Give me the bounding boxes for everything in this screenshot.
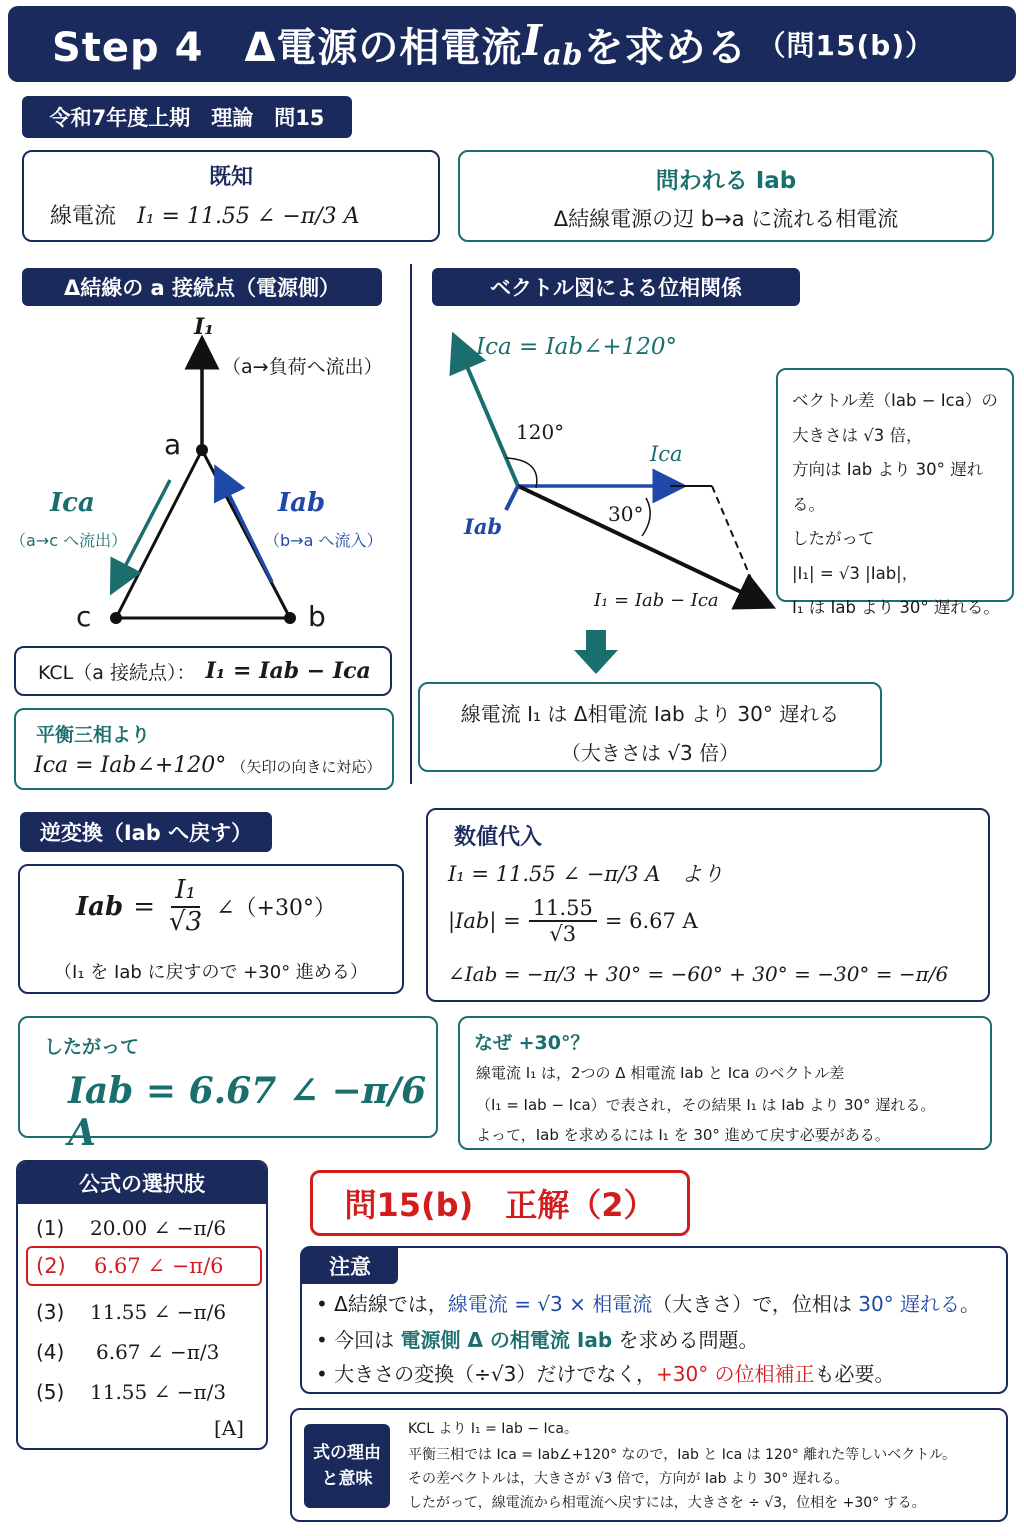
choice-4-val: 6.67 ∠ −π/3 <box>96 1340 220 1364</box>
kcl-label: KCL（a 接続点）： <box>38 661 196 684</box>
reason-l1: KCL より I₁ = Iab − Ica。 <box>408 1421 578 1437</box>
vresult-l2: （大きさは √3 倍） <box>560 741 740 765</box>
choice-1-no: (1) <box>36 1216 65 1240</box>
choice-2[interactable] <box>26 1246 262 1286</box>
caution-b1-highlight: 線電流 = √3 × 相電流 <box>447 1292 653 1316</box>
down-arrow-icon <box>574 630 618 674</box>
balanced-note: （矢印の向きに対応） <box>231 758 382 776</box>
numeric-heading: 数値代入 <box>454 825 543 850</box>
vnote-l4: したがって <box>792 529 875 548</box>
section-vector-heading: ベクトル図による位相関係 <box>432 268 800 306</box>
inverse-lhs: Iab <box>76 891 124 922</box>
vec-Iab: Iab <box>464 514 503 539</box>
Iab-stub <box>506 486 518 510</box>
vec-angle30: 30° <box>608 502 644 526</box>
answer-box: 問15(b) 正解（2） <box>310 1170 690 1236</box>
section-node-heading: Δ結線の a 接続点（電源側） <box>22 268 382 306</box>
caution-b2-highlight: 電源側 Δ の相電流 Iab <box>400 1328 613 1352</box>
asked-desc: Δ結線電源の辺 b→a に流れる相電流 <box>553 207 899 231</box>
node-b-label: b <box>308 600 326 633</box>
title-main: Step 4 Δ電源の相電流 <box>52 24 523 71</box>
vnote-l3: 方向は Iab より 30° 遅れる。 <box>792 460 984 514</box>
choice-5-val: 11.55 ∠ −π/3 <box>90 1380 227 1404</box>
caution-box <box>300 1246 1008 1394</box>
vresult-l1: 線電流 I₁ は Δ相電流 Iab より 30° 遅れる <box>460 702 840 726</box>
Ica-note: （a→c へ流出） <box>10 531 128 550</box>
vnote-l6: I₁ は Iab より 30° 遅れる。 <box>792 598 1000 617</box>
title-symbol: $I_{ab}$ <box>522 16 584 72</box>
balanced-expr: Ica = Iab∠+120° <box>34 753 227 778</box>
node-b-dot <box>284 612 296 624</box>
vnote-l5: |I₁| = √3 |Iab|， <box>792 563 919 583</box>
balanced-line <box>34 753 392 778</box>
inverse-num: I₁ <box>171 876 200 908</box>
choice-3-no: (3) <box>36 1300 65 1324</box>
caution-bullet-1: • Δ結線では，線電流 = √3 × 相電流（大きさ）で，位相は 30° 遅れる。 <box>316 1292 981 1316</box>
caution-b3-highlight: +30° の位相補正 <box>655 1362 815 1386</box>
Iab-note: （b→a へ流入） <box>264 531 383 550</box>
vnote-l1: ベクトル差（Iab − Ica）の <box>792 391 998 410</box>
vec-Ica-top: Ica = Iab∠+120° <box>476 334 678 360</box>
caution-b1-phase: 30° 遅れる <box>858 1292 961 1316</box>
why-heading: なぜ +30°？ <box>474 1032 590 1054</box>
choice-2-no: (2) <box>36 1254 66 1278</box>
known-expr: I₁ = 11.55 ∠ −π/3 A <box>137 204 360 229</box>
reason-l4: したがって，線電流から相電流へ戻すには，大きさを ÷ √3，位相を +30° する。 <box>408 1495 926 1511</box>
inverse-den: √3 <box>169 906 203 937</box>
reason-tag-l2: と意味 <box>321 1469 373 1489</box>
known-label: 線電流 <box>50 204 117 229</box>
reason-l3: その差ベクトルは，大きさが √3 倍で，方向が Iab より 30° 遅れる。 <box>408 1471 849 1487</box>
vec-Ica-mid: Ica <box>650 442 683 466</box>
choice-3[interactable] <box>36 1300 226 1324</box>
kcl-box <box>14 646 392 696</box>
known-heading: 既知 <box>208 165 253 190</box>
choice-4-no: (4) <box>36 1340 65 1364</box>
balanced-box <box>14 708 394 790</box>
vec-angle120: 120° <box>516 420 565 444</box>
numeric-box <box>426 808 990 1002</box>
vector-result-box <box>418 682 882 772</box>
choices-box <box>16 1160 268 1450</box>
choice-2-val: 6.67 ∠ −π/6 <box>94 1254 224 1278</box>
numeric-l2 <box>448 896 698 946</box>
Ica-label: Ica <box>50 488 95 518</box>
choice-5-no: (5) <box>36 1380 65 1404</box>
triangle-side-ac <box>116 450 202 618</box>
choice-4[interactable] <box>36 1340 219 1364</box>
numeric-l2-frac <box>529 896 597 946</box>
column-divider <box>410 264 412 784</box>
why-l3: よって，Iab を求めるには I₁ を 30° 進めて戻す必要がある。 <box>476 1126 890 1144</box>
vec-I1: I₁ = Iab − Ica <box>594 590 719 611</box>
numeric-l2-lhs: |Iab| = <box>448 909 521 934</box>
why-l2: （I₁ = Iab − Ica）で表され，その結果 I₁ は Iab より 30° 遅れる。 <box>476 1096 936 1114</box>
vnote-l2: 大きさは √3 倍， <box>792 425 923 445</box>
reason-tag-l1: 式の理由 <box>313 1443 381 1463</box>
exam-tag: 令和7年度上期 理論 問15 <box>22 96 352 138</box>
asked-heading: 問われる Iab <box>655 168 797 194</box>
choices-unit: [A] <box>213 1416 244 1440</box>
known-line <box>24 199 438 230</box>
node-c-label: c <box>76 600 92 633</box>
balanced-heading: 平衡三相より <box>36 724 151 746</box>
page-title <box>8 6 1016 82</box>
why-l1: 線電流 I₁ は，2つの Δ 相電流 Iab と Ica のベクトル差 <box>476 1064 845 1082</box>
node-a-label: a <box>164 428 182 461</box>
asked-box <box>458 150 994 242</box>
choice-1-val: 20.00 ∠ −π/6 <box>90 1216 227 1240</box>
therefore-result: Iab = 6.67 ∠ −π/6 A <box>68 1070 427 1154</box>
reason-l2: 平衡三相では Ica = Iab∠+120° なので，Iab と Ica は 120° 離れた等しいベクトル。 <box>408 1447 957 1463</box>
caution-heading: 注意 <box>302 1248 398 1284</box>
inverse-frac <box>165 876 206 938</box>
node-a-dot <box>196 444 208 456</box>
numeric-l2-num: 11.55 <box>529 896 597 922</box>
I1-label: I₁ <box>194 314 214 340</box>
reason-box <box>290 1408 1008 1522</box>
inverse-heading: 逆変換（Iab へ戻す） <box>20 812 272 852</box>
kcl-expr: I₁ = Iab − Ica <box>205 658 371 684</box>
choice-5[interactable] <box>36 1380 226 1404</box>
inverse-note: （I₁ を Iab に戻すので +30° 進める） <box>54 962 368 983</box>
therefore-box <box>18 1016 438 1154</box>
vector-note-box <box>776 368 1014 617</box>
I1-note: （a→負荷へ流出） <box>222 356 383 378</box>
numeric-l2-den: √3 <box>549 922 577 947</box>
caution-bullet-3: • 大きさの変換（÷√3）だけでなく，+30° の位相補正も必要。 <box>316 1362 895 1386</box>
known-box <box>22 150 440 242</box>
inverse-angle: ∠（+30°） <box>216 896 336 922</box>
inverse-box <box>18 864 404 994</box>
Iab-label: Iab <box>278 488 326 518</box>
choice-3-val: 11.55 ∠ −π/6 <box>90 1300 227 1324</box>
reason-tag <box>304 1424 390 1508</box>
why-box <box>458 1016 992 1150</box>
title-rest: を求める <box>583 24 748 71</box>
node-c-dot <box>110 612 122 624</box>
Ica-vector <box>460 350 518 486</box>
title-sub: （問15(b)） <box>757 29 935 62</box>
choice-1[interactable] <box>36 1216 226 1240</box>
inverse-formula: Iab = $\frac{\text{I₁}}{√3}$ ∠（+30°） <box>76 875 336 937</box>
therefore-heading: したがって <box>44 1036 140 1058</box>
numeric-l3: ∠Iab = −π/3 + 30° = −60° + 30° = −30° = −π/6 <box>448 962 949 986</box>
numeric-l1: I₁ = 11.55 ∠ −π/3 A より <box>448 862 724 886</box>
numeric-l2-rhs: = 6.67 A <box>604 909 698 934</box>
choices-heading: 公式の選択肢 <box>18 1162 266 1204</box>
caution-bullet-2: • 今回は 電源側 Δ の相電流 Iab を求める問題。 <box>316 1328 759 1352</box>
